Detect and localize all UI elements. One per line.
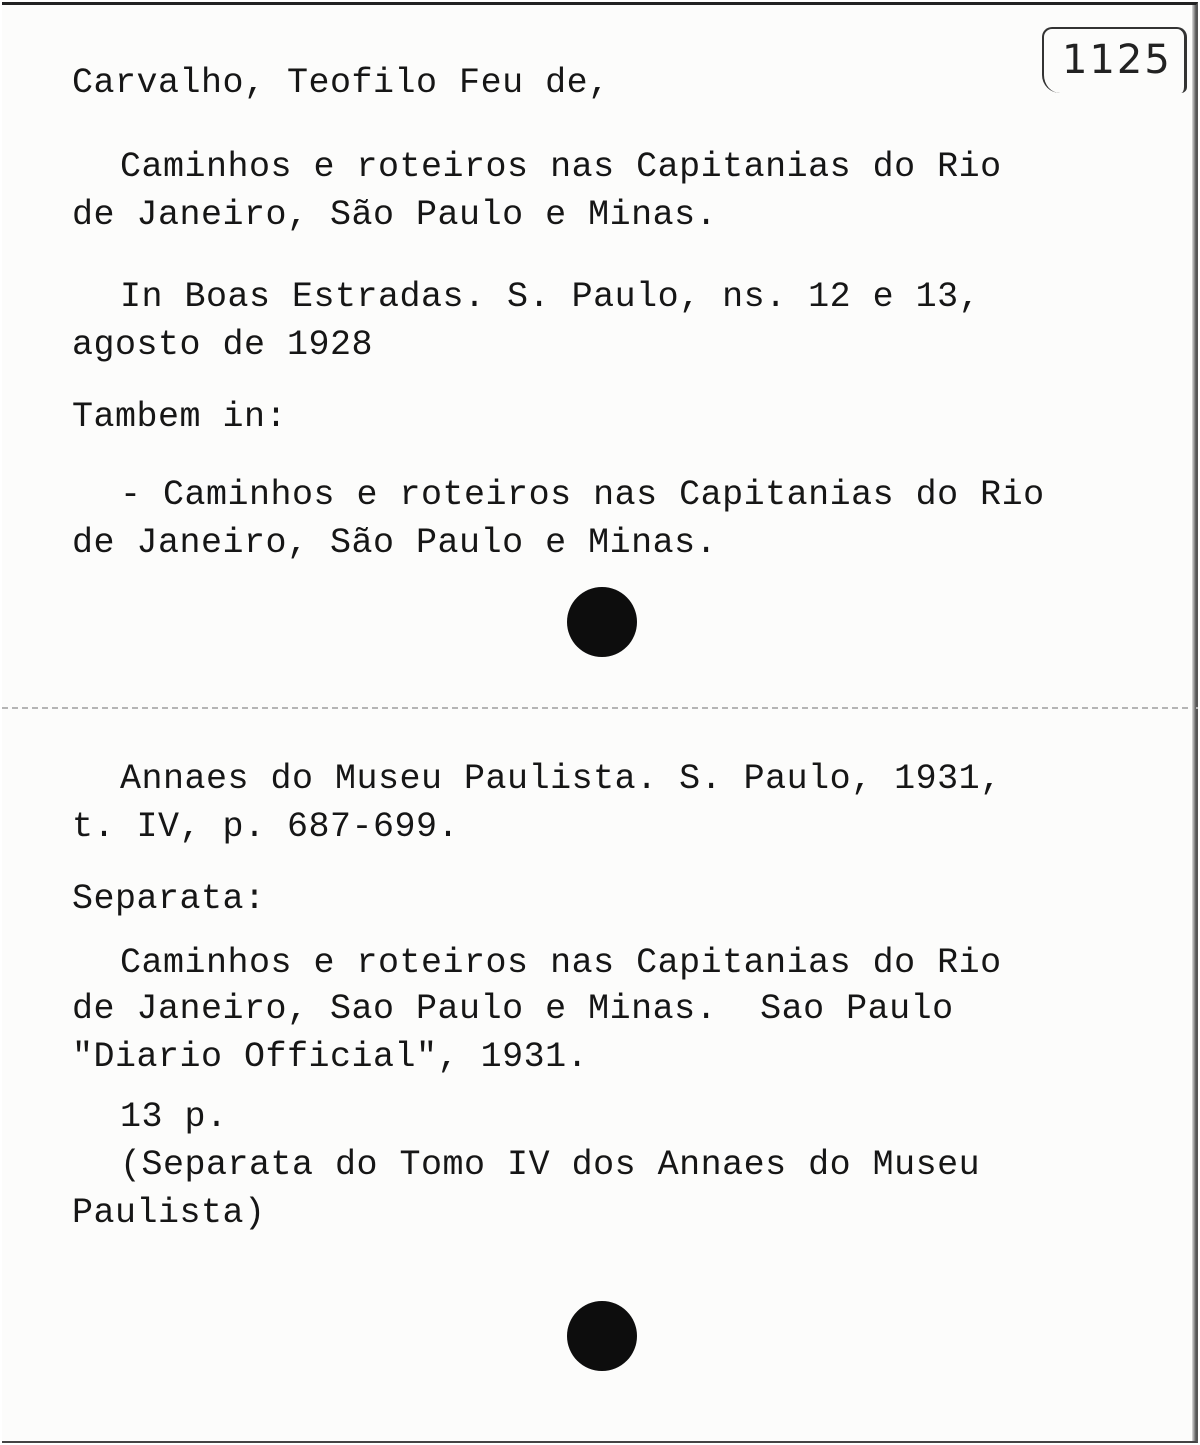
card-right-edge — [1192, 5, 1196, 1441]
note-line-2: Paulista) — [72, 1193, 266, 1233]
source-line-2: agosto de 1928 — [72, 325, 374, 365]
note-line-1: (Separata do Tomo IV dos Annaes do Museu — [120, 1145, 981, 1185]
annaes-line-2: t. IV, p. 687-699. — [72, 807, 460, 847]
separata-label: Separata: — [72, 879, 266, 919]
title-line-2: de Janeiro, São Paulo e Minas. — [72, 195, 718, 235]
punch-hole-top — [567, 587, 637, 657]
also-in-label: Tambem in: — [72, 397, 288, 437]
separata-line-3: "Diario Official", 1931. — [72, 1037, 589, 1077]
pages-line: 13 p. — [120, 1097, 228, 1137]
separata-line-1: Caminhos e roteiros nas Capitanias do Rio — [120, 943, 1002, 983]
separata-line-2: de Janeiro, Sao Paulo e Minas. Sao Paulo — [72, 989, 954, 1029]
annaes-line-1: Annaes do Museu Paulista. S. Paulo, 1931, — [120, 759, 1002, 799]
call-number: 1125 — [1042, 27, 1187, 93]
punch-hole-bottom — [567, 1301, 637, 1371]
catalog-card — [2, 2, 1198, 1443]
card-heading: Carvalho, Teofilo Feu de, — [72, 63, 610, 103]
also-in-line-1: - Caminhos e roteiros nas Capitanias do Rio — [120, 475, 1045, 515]
also-in-line-2: de Janeiro, São Paulo e Minas. — [72, 523, 718, 563]
card-fold-divider — [2, 707, 1198, 709]
source-line-1: In Boas Estradas. S. Paulo, ns. 12 e 13, — [120, 277, 981, 317]
title-line-1: Caminhos e roteiros nas Capitanias do Rio — [120, 147, 1002, 187]
